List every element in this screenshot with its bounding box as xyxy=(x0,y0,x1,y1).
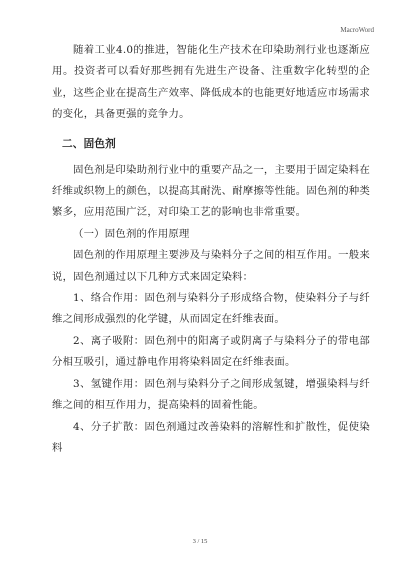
list-item-hydrogen-bond: 3、氢键作用：固色剂与染料分子之间形成氢键，增强染料与纤维之间的相互作用力，提高染料的固着性能。 xyxy=(52,377,370,412)
paragraph-principle: 固色剂的作用原理主要涉及与染料分子之间的相互作用。一般来说，固色剂通过以下几种方式来固定染料： xyxy=(52,249,370,283)
header-brand: MacroWord xyxy=(340,26,374,34)
list-item-complexation: 1、络合作用：固色剂与染料分子形成络合物，使染料分子与纤维之间形成强烈的化学键，从而固定在纤维表面。 xyxy=(52,292,370,326)
paragraph-definition: 固色剂是印染助剂行业中的重要产品之一，主要用于固定染料在纤维或织物上的颜色，以提高其耐洗、耐摩擦等性能。固色剂的种类繁多，应用范围广泛，对印染工艺的影响也非常重要。 xyxy=(52,163,370,219)
paragraph-intro: 随着工业4.0的推进，智能化生产技术在印染助剂行业也逐渐应用。投资者可以看好那些拥有先进生产设备、注重数字化转型的企业，这些企业在提高生产效率、降低成本的也能更好地适应市场需求的变化，具备更强的竞争力。 xyxy=(52,44,370,121)
list-item-ion-adsorption: 2、离子吸附：固色剂中的阳离子或阴离子与染料分子的带电部分相互吸引，通过静电作用将染料固定在纤维表面。 xyxy=(52,334,370,369)
subsection-heading: （一）固色剂的作用原理 xyxy=(73,227,190,240)
document-body xyxy=(52,40,370,459)
list-item-diffusion: 4、分子扩散：固色剂通过改善染料的溶解性和扩散性，促使染料 xyxy=(52,420,370,454)
page-number: 3 / 15 xyxy=(192,538,208,545)
section-heading: 二、固色剂 xyxy=(62,137,116,150)
